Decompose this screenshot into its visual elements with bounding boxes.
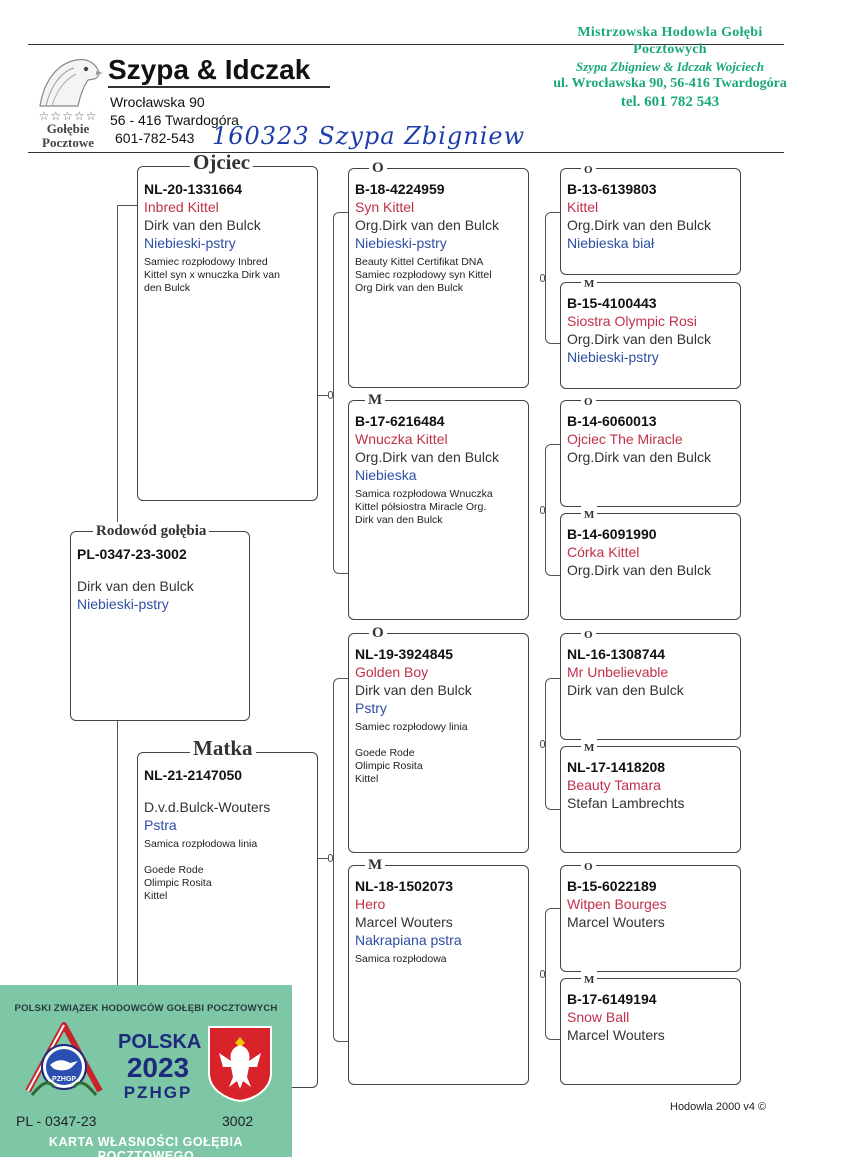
gg-owner: Marcel Wouters bbox=[567, 914, 665, 930]
ff-name: Syn Kittel bbox=[355, 199, 415, 215]
gg-owner: Dirk van den Bulck bbox=[567, 682, 684, 698]
gg-tag: M bbox=[581, 971, 597, 989]
logo-stars: ☆☆☆☆☆ bbox=[38, 109, 98, 123]
ff-note-line: Samiec rozpłodowy syn Kittel bbox=[355, 269, 492, 281]
breeder-stamp bbox=[540, 24, 800, 111]
connector-bracket bbox=[333, 678, 348, 1042]
father-note-line: Kittel syn x wnuczka Dirk van bbox=[144, 269, 280, 281]
father-note-line: Samiec rozpłodowy Inbred bbox=[144, 256, 268, 268]
father-name: Inbred Kittel bbox=[144, 199, 219, 215]
father-color: Niebieski-pstry bbox=[144, 235, 236, 251]
father-owner: Dirk van den Bulck bbox=[144, 217, 261, 233]
ownership-card bbox=[0, 985, 292, 1163]
mother-note-line: Olimpic Rosita bbox=[144, 877, 212, 889]
mm-name: Hero bbox=[355, 896, 386, 912]
gg-name: Beauty Tamara bbox=[567, 777, 661, 793]
connector-dot bbox=[328, 854, 333, 862]
mother-tag: Matka bbox=[190, 739, 256, 757]
mother-color: Pstra bbox=[144, 817, 177, 833]
fm-note-line: Kittel półsiostra Miracle Org. bbox=[355, 501, 487, 513]
connector-bracket bbox=[333, 212, 348, 574]
mf-color: Pstry bbox=[355, 700, 387, 716]
stamp-line3: ul. Wrocławska 90, 56-416 Twardogóra bbox=[553, 76, 787, 91]
fm-tag: M bbox=[365, 391, 385, 409]
mf-notes bbox=[355, 721, 522, 786]
gg-ring: B-14-6060013 bbox=[567, 413, 657, 429]
gg-owner: Org.Dirk van den Bulck bbox=[567, 217, 711, 233]
logo-text-line2: Pocztowe bbox=[42, 135, 94, 150]
mother-owner: D.v.d.Bulck-Wouters bbox=[144, 799, 271, 815]
logo-text-line1: Gołębie bbox=[46, 121, 90, 136]
mf-note-line: Olimpic Rosita bbox=[355, 760, 423, 772]
subject-color: Niebieski-pstry bbox=[77, 596, 169, 612]
gg-name: Siostra Olympic Rosi bbox=[567, 313, 697, 329]
grandsire-maternal-card bbox=[348, 625, 529, 853]
stamp-line2: Szypa Zbigniew & Idczak Wojciech bbox=[575, 59, 765, 74]
connector-line bbox=[117, 205, 137, 206]
mf-tag: O bbox=[369, 624, 387, 642]
great-grandparent-card bbox=[560, 742, 741, 853]
grandsire-paternal-card bbox=[348, 160, 529, 388]
mm-color: Nakrapiana pstra bbox=[355, 932, 462, 948]
phone: 601-782-543 bbox=[115, 130, 195, 146]
connector-dot bbox=[540, 506, 545, 514]
mf-note-line: Samiec rozpłodowy linia bbox=[355, 721, 468, 733]
mm-tag: M bbox=[365, 856, 385, 874]
mf-note-line: Kittel bbox=[355, 773, 379, 785]
gg-name: Ojciec The Miracle bbox=[567, 431, 683, 447]
gg-tag: M bbox=[581, 506, 597, 524]
connector-dot bbox=[328, 391, 333, 399]
header-bottom-rule bbox=[28, 152, 784, 153]
mother-note-line bbox=[144, 851, 311, 864]
mf-note-line bbox=[355, 734, 522, 747]
great-grandparent-card bbox=[560, 278, 741, 389]
ownership-card-ring: PL - 0347-23 bbox=[16, 1113, 97, 1129]
address-line2: 56 - 416 Twardogóra bbox=[110, 112, 239, 128]
mother-notes bbox=[144, 838, 311, 903]
emblem-label: PZHGP bbox=[51, 1076, 77, 1083]
connector-bracket bbox=[545, 678, 560, 810]
mother-ring: NL-21-2147050 bbox=[144, 767, 243, 783]
gg-name: Snow Ball bbox=[567, 1009, 630, 1025]
granddam-paternal-card bbox=[348, 392, 529, 620]
gg-owner: Stefan Lambrechts bbox=[567, 795, 685, 811]
connector-bracket bbox=[545, 444, 560, 576]
gg-ring: B-14-6091990 bbox=[567, 526, 657, 542]
gg-owner: Org.Dirk van den Bulck bbox=[567, 449, 711, 465]
gg-ring: B-13-6139803 bbox=[567, 181, 657, 197]
fm-notes bbox=[355, 488, 522, 527]
gg-name: Mr Unbelievable bbox=[567, 664, 669, 680]
subject-ring: PL-0347-23-3002 bbox=[77, 546, 187, 562]
ownership-card-header: POLSKI ZWIĄZEK HODOWCÓW GOŁĘBI POCZTOWYCH bbox=[14, 1003, 278, 1014]
gg-color: Niebieski-pstry bbox=[567, 349, 659, 365]
mother-note-line: Samica rozpłodowa linia bbox=[144, 838, 258, 850]
great-grandparent-card bbox=[560, 629, 741, 740]
ff-ring: B-18-4224959 bbox=[355, 181, 445, 197]
logo bbox=[30, 52, 106, 150]
mother-note-line: Goede Rode bbox=[144, 864, 204, 876]
ff-note-line: Beauty Kittel Certifikat DNA bbox=[355, 256, 484, 268]
subject-card bbox=[70, 523, 250, 721]
ff-notes bbox=[355, 256, 522, 295]
connector-line bbox=[117, 205, 118, 530]
polish-eagle-icon bbox=[205, 1023, 275, 1103]
fm-name: Wnuczka Kittel bbox=[355, 431, 448, 447]
pzhgp-emblem-icon bbox=[18, 1021, 110, 1101]
gg-ring: NL-16-1308744 bbox=[567, 646, 666, 662]
mother-note-line: Kittel bbox=[144, 890, 168, 902]
fm-color: Niebieska bbox=[355, 467, 417, 483]
father-note-line: den Bulck bbox=[144, 282, 191, 294]
connector-dot bbox=[540, 740, 545, 748]
mm-note-line: Samica rozpłodowa bbox=[355, 953, 447, 965]
subject-tag: Rodowód gołębia bbox=[93, 522, 209, 540]
handwritten-note: 160323 Szypa Zbigniew bbox=[212, 122, 526, 150]
gg-ring: B-17-6149194 bbox=[567, 991, 657, 1007]
connector-dot bbox=[540, 274, 545, 282]
connector-bracket bbox=[545, 212, 560, 344]
gg-name: Witpen Bourges bbox=[567, 896, 667, 912]
gg-ring: B-15-4100443 bbox=[567, 295, 657, 311]
great-grandparent-card bbox=[560, 509, 741, 620]
gg-owner: Org.Dirk van den Bulck bbox=[567, 331, 711, 347]
fm-note-line: Samica rozpłodowa Wnuczka bbox=[355, 488, 493, 500]
connector-dot bbox=[540, 970, 545, 978]
fm-note-line: Dirk van den Bulck bbox=[355, 514, 443, 526]
ff-color: Niebieski-pstry bbox=[355, 235, 447, 251]
spacer bbox=[144, 784, 311, 798]
connector-bracket bbox=[545, 908, 560, 1040]
fm-owner: Org.Dirk van den Bulck bbox=[355, 449, 499, 465]
father-notes bbox=[144, 256, 311, 295]
mf-note-line: Goede Rode bbox=[355, 747, 415, 759]
gg-ring: B-15-6022189 bbox=[567, 878, 657, 894]
mm-owner: Marcel Wouters bbox=[355, 914, 453, 930]
mm-ring: NL-18-1502073 bbox=[355, 878, 454, 894]
great-grandparent-card bbox=[560, 396, 741, 507]
great-grandparent-card bbox=[560, 164, 741, 275]
card-title-country: POLSKA bbox=[118, 1031, 202, 1053]
stamp-line4: tel. 601 782 543 bbox=[620, 94, 720, 110]
great-grandparent-card bbox=[560, 974, 741, 1085]
gg-owner: Org.Dirk van den Bulck bbox=[567, 562, 711, 578]
fm-ring: B-17-6216484 bbox=[355, 413, 445, 429]
ff-note-line: Org Dirk van den Bulck bbox=[355, 282, 463, 294]
gg-ring: NL-17-1418208 bbox=[567, 759, 666, 775]
father-ring: NL-20-1331664 bbox=[144, 181, 243, 197]
brand-underline bbox=[108, 86, 330, 88]
great-grandparent-card bbox=[560, 861, 741, 972]
gg-tag: O bbox=[581, 161, 596, 179]
ownership-card-title bbox=[118, 1031, 202, 1103]
spacer bbox=[77, 563, 243, 577]
card-title-org: PZHGP bbox=[123, 1083, 193, 1102]
gg-tag: O bbox=[581, 858, 596, 876]
father-tag: Ojciec bbox=[190, 153, 253, 171]
gg-color: Niebieska biał bbox=[567, 235, 655, 251]
mm-notes bbox=[355, 953, 522, 966]
mf-owner: Dirk van den Bulck bbox=[355, 682, 472, 698]
ff-owner: Org.Dirk van den Bulck bbox=[355, 217, 499, 233]
father-card bbox=[137, 150, 318, 501]
mf-ring: NL-19-3924845 bbox=[355, 646, 454, 662]
gg-name: Córka Kittel bbox=[567, 544, 640, 560]
card-title-year: 2023 bbox=[126, 1052, 190, 1083]
granddam-maternal-card bbox=[348, 857, 529, 1085]
gg-owner: Marcel Wouters bbox=[567, 1027, 665, 1043]
pigeon-logo-icon bbox=[34, 52, 104, 110]
software-footer: Hodowla 2000 v4 © bbox=[670, 1101, 767, 1113]
gg-tag: M bbox=[581, 275, 597, 293]
ownership-card-footer: KARTA WŁASNOŚCI GOŁĘBIA POCZTOWEGO bbox=[48, 1135, 244, 1163]
gg-tag: O bbox=[581, 393, 596, 411]
brand-title: Szypa & Idczak bbox=[108, 54, 311, 85]
gg-name: Kittel bbox=[567, 199, 599, 215]
mf-name: Golden Boy bbox=[355, 664, 429, 680]
ff-tag: O bbox=[369, 159, 387, 177]
ownership-card-number: 3002 bbox=[222, 1113, 254, 1129]
gg-tag: O bbox=[581, 626, 596, 644]
gg-tag: M bbox=[581, 739, 597, 757]
address-line1: Wrocławska 90 bbox=[110, 94, 205, 110]
subject-owner: Dirk van den Bulck bbox=[77, 578, 194, 594]
stamp-line1: Mistrzowska Hodowla Gołębi Pocztowych bbox=[577, 25, 763, 57]
